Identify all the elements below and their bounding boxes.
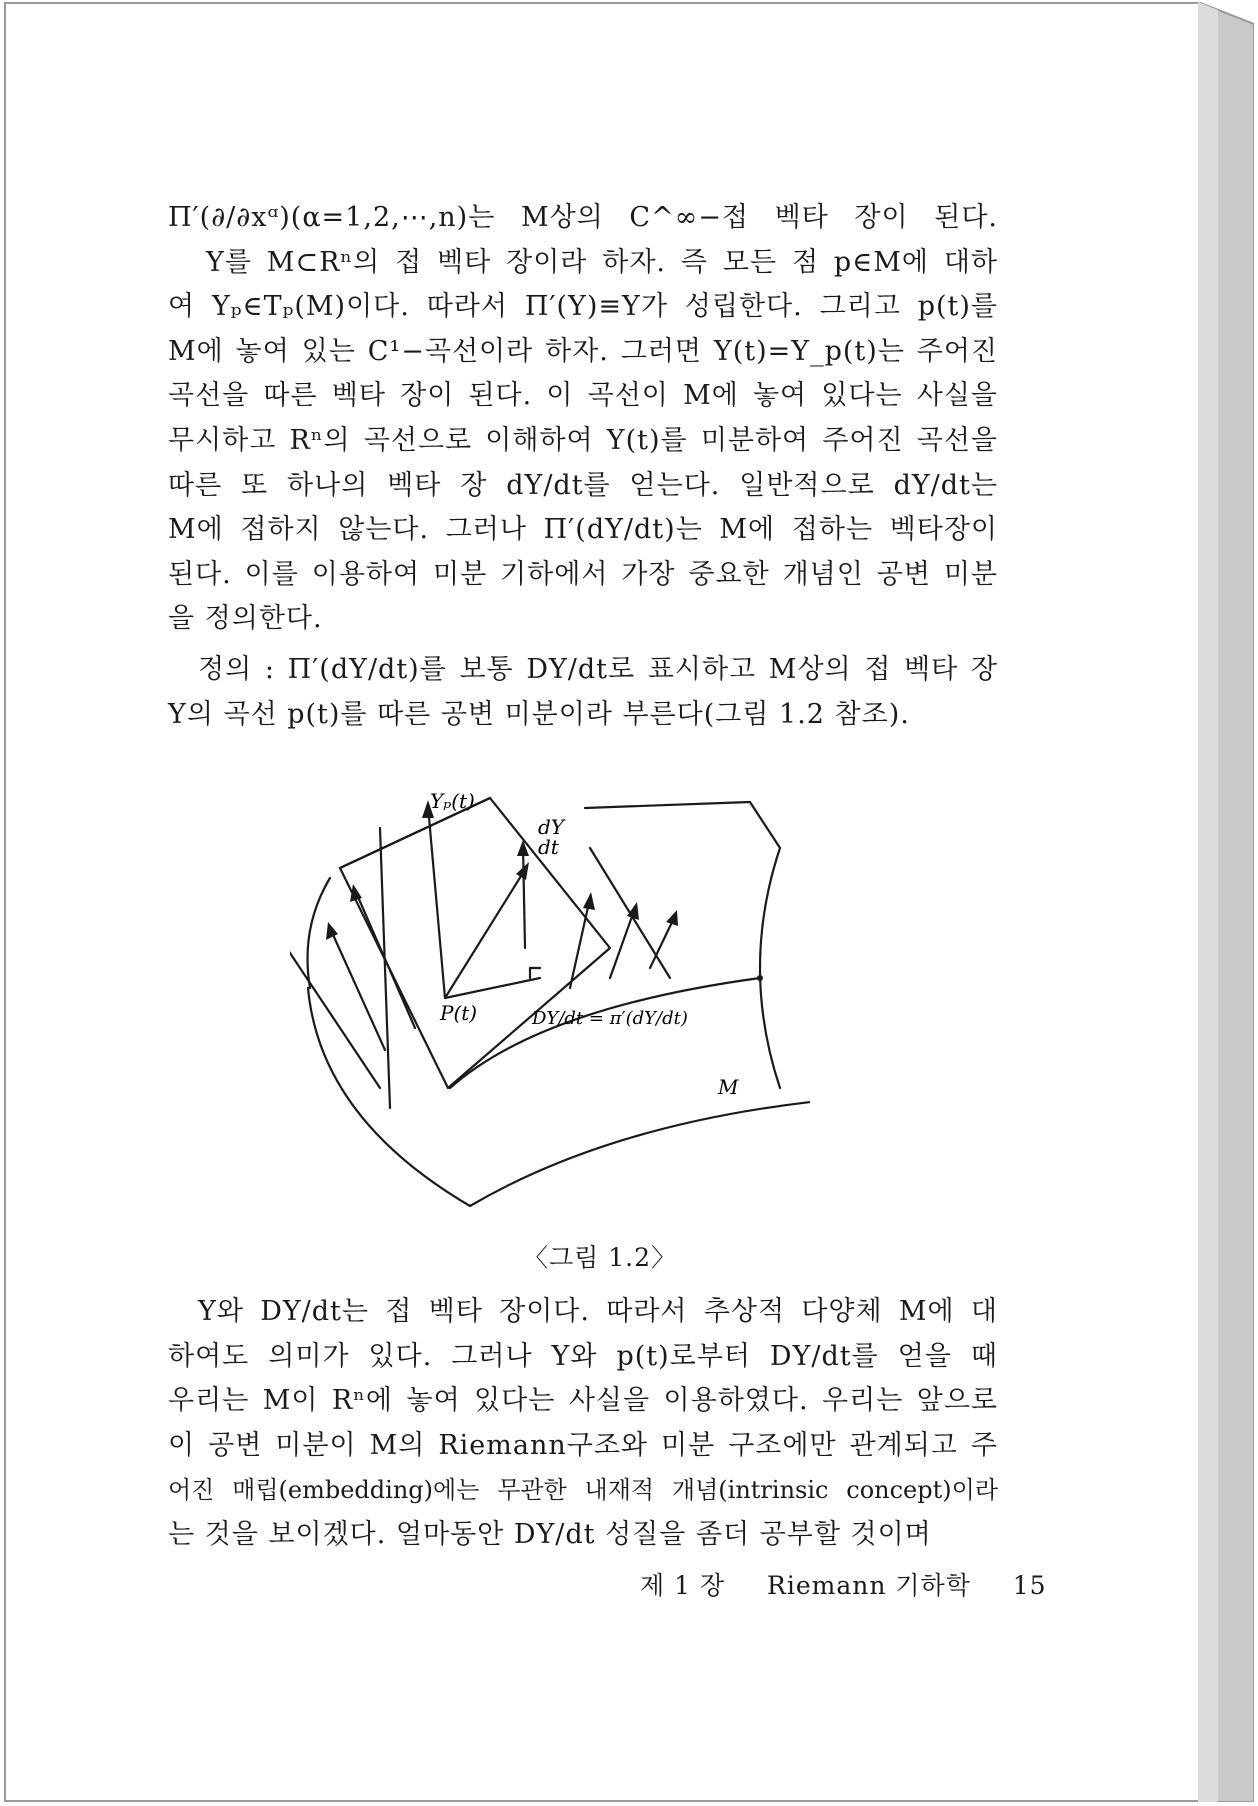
text-line: 우리는 M이 Rⁿ에 놓여 있다는 사실을 이용하였다. 우리는 앞으로	[168, 1385, 998, 1417]
paragraph-after-figure	[168, 1290, 998, 1558]
running-footer	[640, 1566, 1047, 1602]
arrowhead-3	[583, 892, 595, 910]
vector-5	[650, 916, 675, 968]
vector-dydt-vert	[523, 846, 525, 948]
text-line: 어진 매립(embedding)에는 무관한 내재적 개념(intrinsic concept)이라	[168, 1476, 998, 1505]
text-line: Π′(∂/∂xᵅ)(α=1,2,⋯,n)는 M상의 C^∞−접 벡타 장이 된다.	[168, 202, 998, 233]
figure-covariant-derivative	[290, 788, 810, 1218]
text-line: M에 놓여 있는 C¹−곡선이라 하자. 그러면 Y(t)=Y_p(t)는 주어진	[168, 335, 998, 367]
text-line: 된다. 이를 이용하여 미분 기하에서 가장 중요한 개념인 공변 미분	[168, 558, 998, 590]
text-line: 곡선을 따른 벡타 장이 된다. 이 곡선이 M에 놓여 있다는 사실을	[168, 380, 998, 412]
label-dydt-projection: DY/dt = π′(dY/dt)	[532, 1008, 688, 1029]
text-line: 여 Yₚ∈Tₚ(M)이다. 따라서 Π′(Y)≡Y가 성립한다. 그리고 p(t)를	[168, 291, 998, 323]
definition-line: 정의 : Π′(dY/dt)를 보통 DY/dt로 표시하고 M상의 접 벡타 장	[198, 654, 998, 685]
surface-boundary	[308, 798, 810, 1206]
text-line: 이 공변 미분이 M의 Riemann구조와 미분 구조에만 관계되고 주	[168, 1429, 998, 1461]
text-line: Y를 M⊂Rⁿ의 접 벡타 장이라 하자. 즉 모든 점 p∈M에 대하	[206, 246, 998, 278]
curve-p-t	[450, 978, 760, 1088]
page-number: 15	[1012, 1571, 1047, 1600]
label-yp: Yₚ(t)	[430, 789, 475, 813]
vector-2	[355, 890, 415, 1028]
arrowhead-dydt-vert	[517, 840, 529, 856]
surface-left-edge	[308, 878, 331, 988]
footer-chapter: 제 1 장	[640, 1571, 726, 1600]
figure-caption: 〈그림 1.2〉	[522, 1243, 677, 1272]
arrowhead-1	[326, 922, 338, 940]
label-dydt-den: dt	[538, 835, 559, 859]
definition-block	[168, 648, 998, 737]
page-edge-shadow	[1198, 2, 1254, 1802]
text-line: 을 정의한다.	[168, 603, 323, 635]
text-line: M에 접하지 않는다. 그러나 Π′(dY/dt)는 M에 접하는 벡타장이	[168, 514, 998, 546]
curve-endpoint	[757, 975, 763, 981]
text-line: 무시하고 Rⁿ의 곡선으로 이해하여 Y(t)를 미분하여 주어진 곡선을	[168, 424, 998, 456]
arrowhead-5	[666, 910, 678, 926]
right-angle	[530, 968, 540, 978]
vector-projection	[445, 978, 540, 998]
vector-dydt	[445, 868, 526, 998]
footer-title: Riemann 기하학	[767, 1571, 971, 1600]
label-dydt-num: dY	[538, 815, 565, 839]
text-line: 따른 또 하나의 벡타 장 dY/dt를 얻는다. 일반적으로 dY/dt는	[168, 469, 998, 501]
paragraph-intro	[168, 196, 998, 642]
far-left-arrow	[290, 938, 380, 1088]
vector-4	[610, 908, 635, 978]
text-line: 하여도 의미가 있다. 그러나 Y와 p(t)로부터 DY/dt를 얻을 때	[168, 1340, 998, 1372]
label-p: P(t)	[440, 1001, 478, 1025]
text-line: 는 것을 보이겠다. 얼마동안 DY/dt 성질을 좀더 공부할 것이며	[168, 1518, 932, 1550]
tangent-vector-yp	[428, 806, 445, 998]
text-line: Y와 DY/dt는 접 벡타 장이다. 따라서 추상적 다양체 M에 대	[198, 1296, 998, 1327]
vector-1	[330, 928, 385, 1050]
label-m: M	[718, 1075, 739, 1099]
definition-line: Y의 곡선 p(t)를 따른 공변 미분이라 부른다(그림 1.2 참조).	[168, 698, 910, 730]
